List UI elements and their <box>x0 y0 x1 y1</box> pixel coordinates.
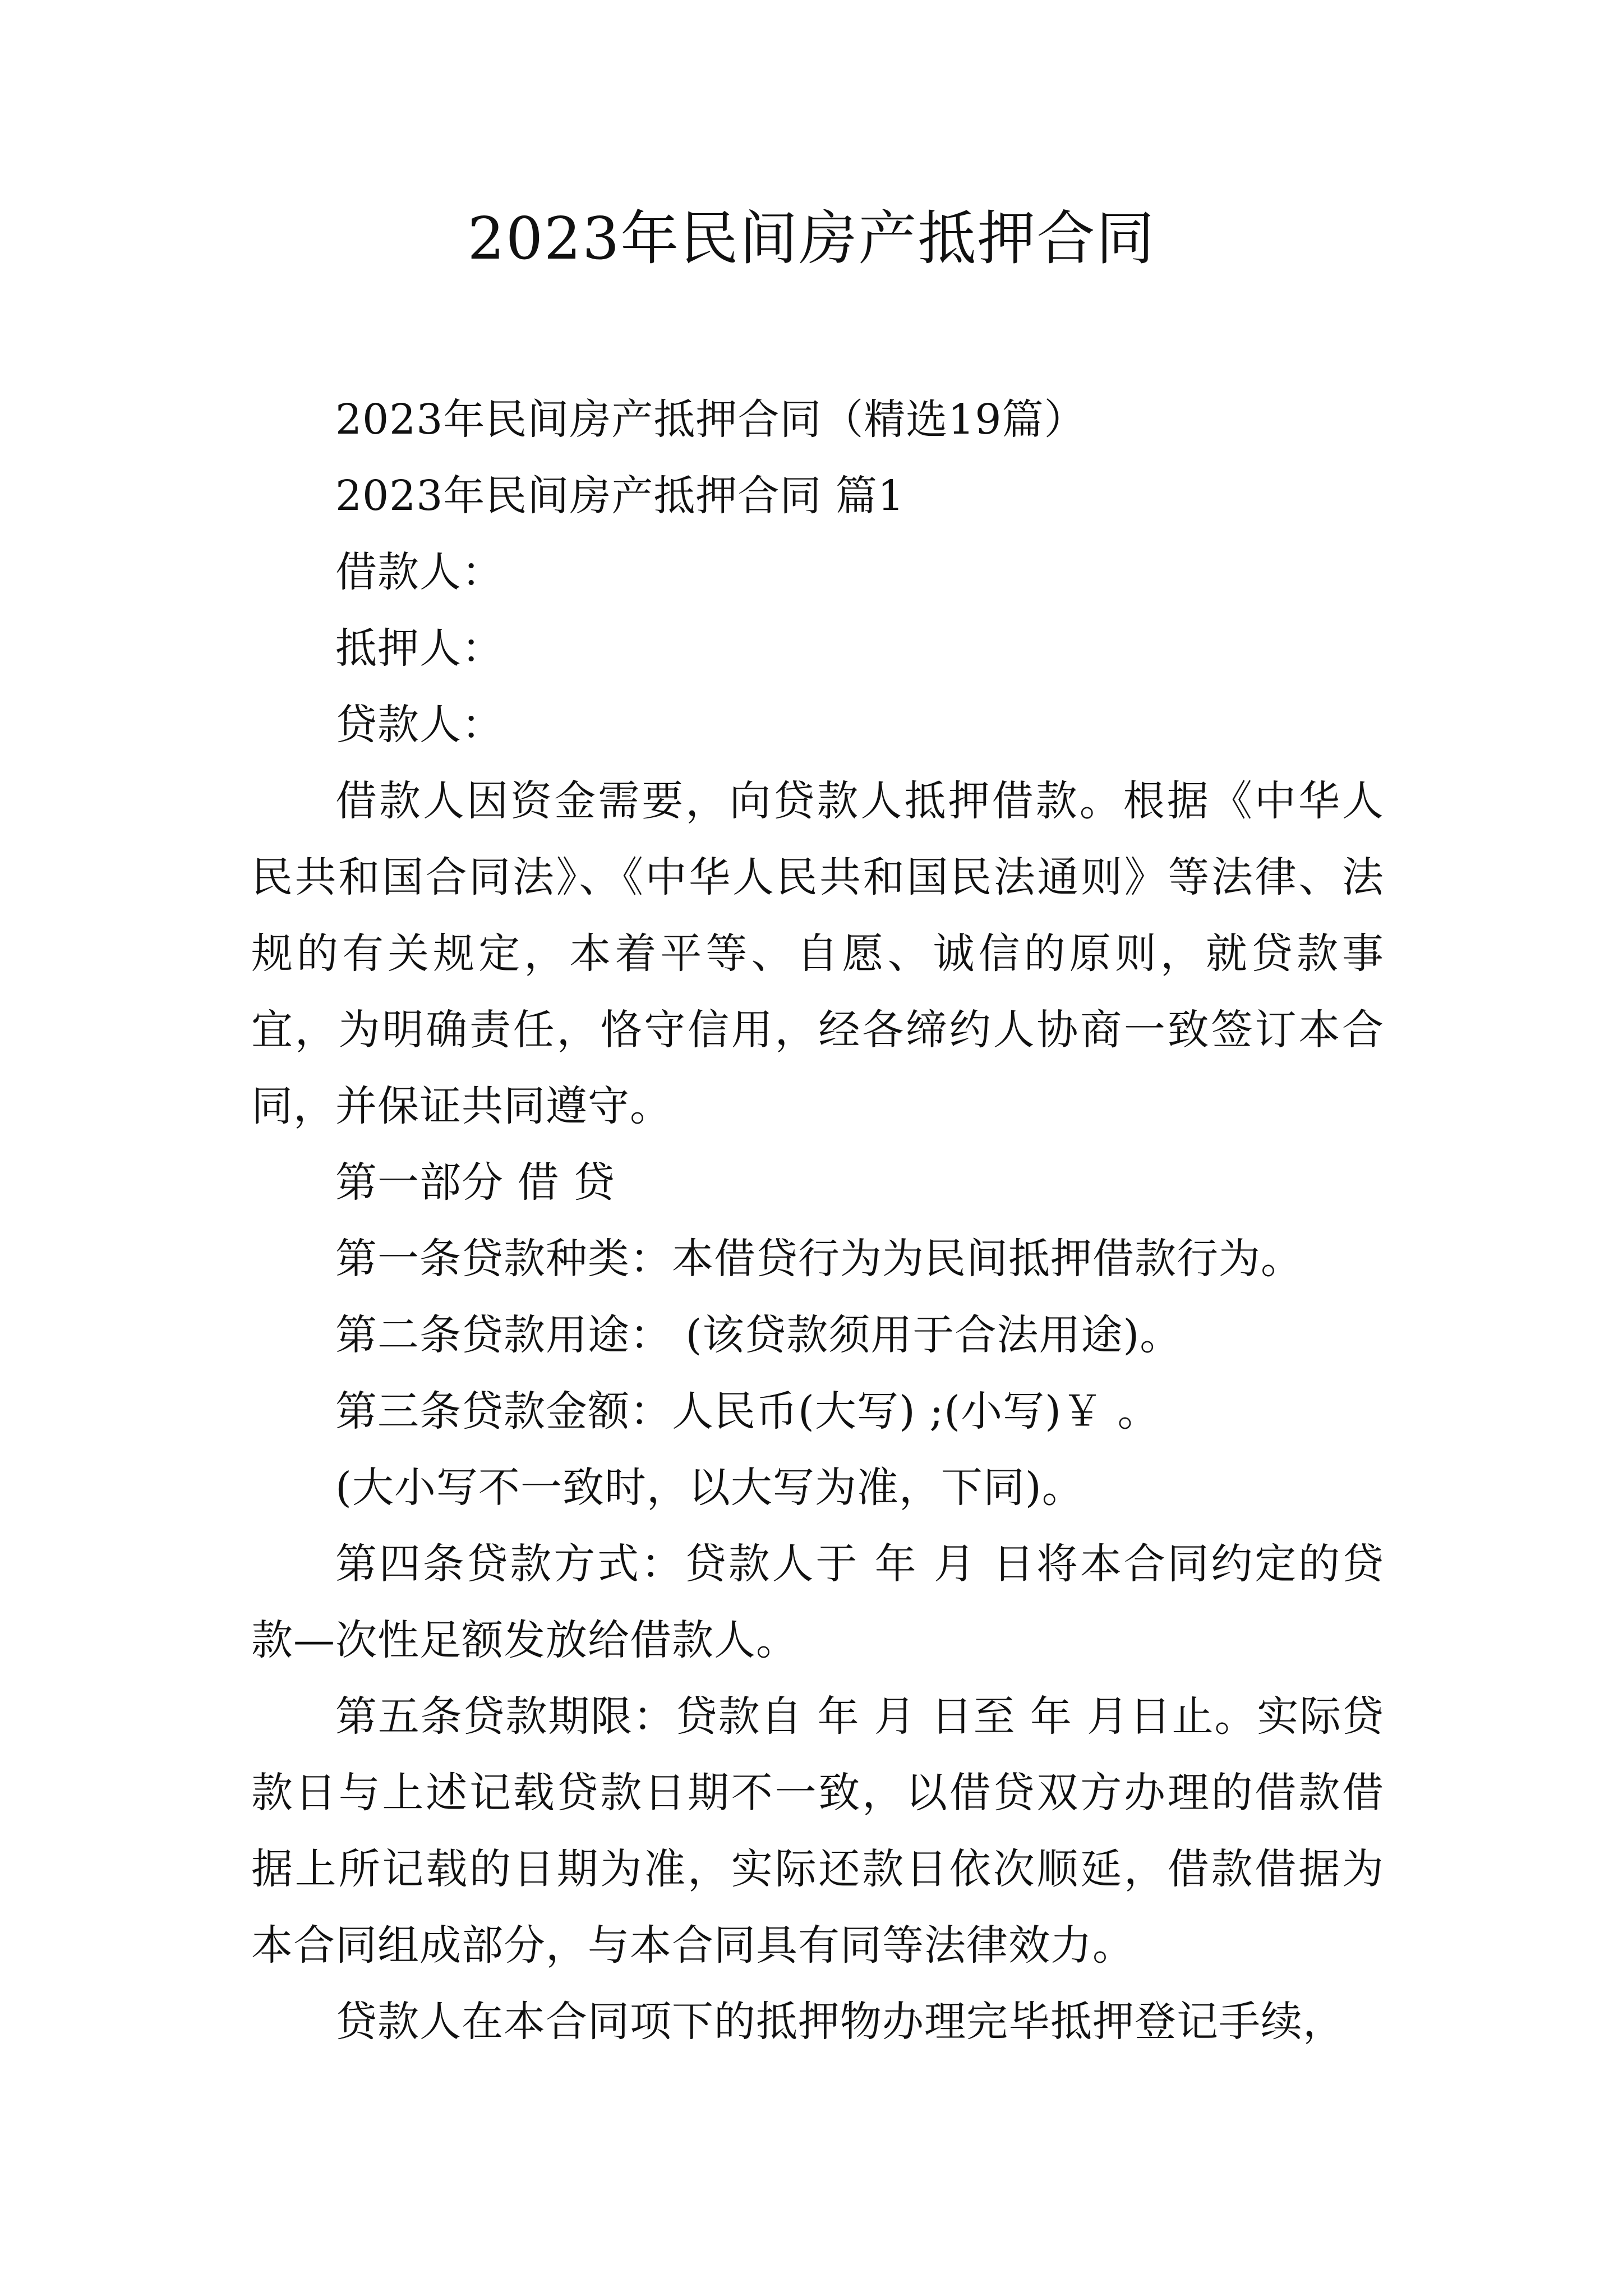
paragraph-amount-note: (大小写不一致时，以大写为准，下同)。 <box>335 1464 1084 1512</box>
paragraph-subtitle: 2023年民间房产抵押合同（精选19篇） <box>335 395 1086 444</box>
paragraph-lender: 贷款人： <box>335 701 504 749</box>
paragraph-preamble: 借款人因资金需要，向贷款人抵押借款。根据《中华人民共和国合同法》、《中华人民共和国民法通则》等法律、法规的有关规定，本着平等、自愿、诚信的原则，就贷款事宜，为明确责任，恪守信用，经各缔约人协商一致签订本合同，并保证共同遵守。 <box>251 777 1384 1130</box>
paragraph-section-heading: 2023年民间房产抵押合同 篇1 <box>335 472 905 520</box>
paragraph-article-2: 第二条贷款用途： (该贷款须用于合法用途)。 <box>335 1311 1182 1359</box>
document-title: 2023年民间房产抵押合同 <box>467 204 1156 273</box>
paragraph-mortgagor: 抵押人： <box>335 624 504 673</box>
paragraph-article-3: 第三条贷款金额：人民币(大写) ;(小写)￥ 。 <box>335 1387 1160 1435</box>
paragraph-borrower: 借款人： <box>335 548 504 596</box>
paragraph-article-1: 第一条贷款种类：本借贷行为为民间抵押借款行为。 <box>335 1235 1303 1283</box>
document-body <box>251 381 1384 2060</box>
paragraph-article-5: 第五条贷款期限：贷款自 年 月 日至 年 月日止。实际贷款日与上述记载贷款日期不一致，以借贷双方办理的借款借据上所记载的日期为准，实际还款日依次顺延，借款借据为本合同组成部分，与本合同具有同等法律效力。 <box>251 1692 1384 1970</box>
paragraph-part-one: 第一部分 借 贷 <box>335 1158 616 1207</box>
paragraph-article-4: 第四条贷款方式：贷款人于 年 月 日将本合同约定的贷款—次性足额发放给借款人。 <box>251 1540 1384 1664</box>
paragraph-registration: 贷款人在本合同项下的抵押物办理完毕抵押登记手续， <box>335 1998 1345 2046</box>
